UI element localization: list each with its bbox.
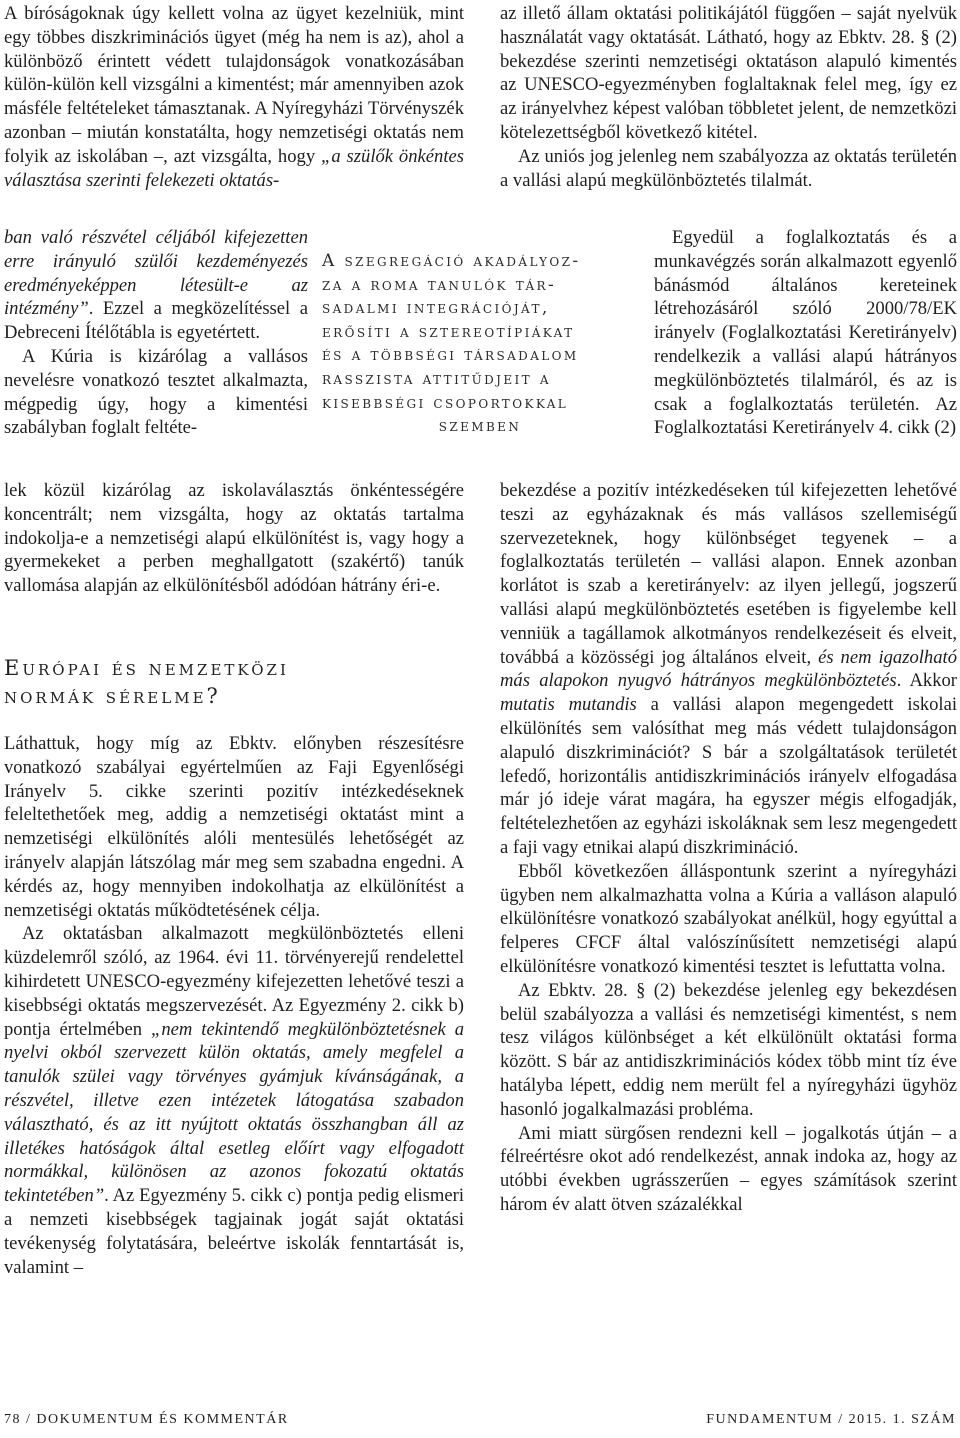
paragraph [4, 2, 464, 192]
paragraph: Ebből következően álláspontunk szerint a nyíregyházi ügyben nem alkalmazhatta volna a Kúria a valláson alapuló elkülönítésre vonatkozó szabályokat anélkül, hogy egyúttal a felperes CFCF által valószínűsített nemzetiségi alapú elkülönítésre vonatkozó kimentési tesztet is lefuttatta volna. [500, 860, 957, 977]
paragraph [4, 226, 308, 345]
right-column-top [500, 2, 957, 192]
paragraph [4, 922, 464, 1279]
left-column-top [4, 2, 464, 192]
right-column-bottom [500, 479, 957, 1217]
paragraph: az illető állam oktatási politikájától függően – saját nyelvük használatát vagy oktatását. Látható, hogy az Ebktv. 28. § (2) bekezdése szerinti nemzetiségi oktatáson alapuló kimentés az UNESCO-egyezményben foglaltaknak felel meg, így ez az irányelvhez képest valóban többletet jelent, de nemzetközi kötelezettségből következő kitétel. [500, 3, 957, 143]
italic-quote: ban való részvétel céljából kifejezetten erre irányuló szülői kezdeményezés eredményeképpen létesült-e az intézmény” [4, 227, 308, 320]
footer-journal-label: FUNDAMENTUM / 2015. 1. SZÁM [706, 1412, 956, 1427]
left-column-narrow [4, 226, 308, 440]
right-column-narrow [654, 226, 957, 440]
pull-quote-line: erősíti a sztereotípiákat [322, 321, 575, 342]
paragraph-text: bekezdése a pozitív intézkedéseken túl kifejezetten lehetővé teszi az egyházaknak és más vallásos szellemiségű szervezeteknek, hogy különbséget tegyenek – a foglalkoztatás területén – vallási alapon. Ennek azonban korlátot is szab a keretirányelv: az ilyen jellegű, jogszerű vallási alapú megkülönböztetés esetében is figyelembe kell venniük a tagállamok alkotmányos rendelkezéseit és elveit, továbbá a közösségi jog általános elveit, [500, 480, 957, 668]
pull-quote [322, 250, 638, 439]
italic-quote: „a szülők önkéntes választása szerinti felekezeti oktatás- [4, 145, 464, 191]
pull-quote-line: szemben [438, 416, 522, 437]
paragraph: Egyedül a foglalkoztatás és a munkavégzés során alkalmazott egyenlő bánásmód általános kereteinek létrehozásáról szóló 2000/78/EK irányelv (Foglalkoztatási Keretirányelv) rendelkezik a vallási alapú hátrányos megkülönböztetés tilalmáról, és az is csak a foglalkoztatás területén. Az Foglalkoztatási Keretirányelv 4. cikk (2) [654, 227, 957, 439]
section-heading [4, 654, 464, 710]
pull-quote-line: A szegregáció akadályoz- [322, 251, 581, 271]
paragraph: A Kúria is kizárólag a vallásos nevelésre vonatkozó tesztet alkalmazta, mégpedig úgy, hogy a kimentési szabályban foglalt feltéte- [4, 345, 308, 439]
paragraph-text: . Az Egyezmény 5. cikk c) pontja pedig elismeri a nemzeti kisebbségek tagjainak jogát saját oktatási tevékenység folytatására, beleértve iskolák fenntartását is, valamint – [4, 1185, 464, 1278]
paragraph: Láthattuk, hogy míg az Ebktv. előnyben részesítésre vonatkozó szabályai egyértelműen az Faji Egyenlőségi Irányelv 5. cikke szerinti pozitív intézkedéseknek feleltethetőek meg, addig a nemzetiségi oktatást mint a nemzetiségi elkülönítés alóli mentesülés lehetőségét az irányelv alapján látszólag már meg sem szabadna engedni. A kérdés az, hogy mennyiben indokolhatja az elkülönítést a nemzetiségi oktatás működtetésének célja. [4, 732, 464, 921]
left-column-bottom [4, 479, 464, 1279]
paragraph-text: A bíróságoknak úgy kellett volna az ügyet kezelniük, mint egy többes diszkriminációs ügyet (még ha nem is az), ahol a különböző érintett védett tulajdonságok vonatkozásában külön-külön kell vizsgálni a kimentést; már amennyiben azok másféle feltételeket támasztanak. A Nyíregyházi Törvényszék azonban – miután konstatálta, hogy nemzetiségi oktatás nem folyik az iskolában –, azt vizsgálta, hogy [4, 3, 464, 167]
footer-page-label: 78 / DOKUMENTUM ÉS KOMMENTÁR [4, 1412, 289, 1427]
paragraph: lek közül kizárólag az iskolaválasztás önkéntességére koncentrált; nem vizsgálta, hogy az oktatás tartalma indokolja-e a nemzetiségi alapú elkülönítést is, vagy hogy a gyermekeket a perben meghallgatott (szakértő) tanúk vallomása alapján az elkülönítésből adódóan hátrány éri-e. [4, 480, 464, 597]
pull-quote-line: kisebbségi csoportokkal [322, 392, 569, 413]
paragraph: Az uniós jog jelenleg nem szabályozza az oktatás területén a vallási alapú megkülönböztetés tilalmát. [500, 145, 957, 191]
pull-quote-line: za a roma tanulók tár- [322, 274, 557, 295]
paragraph-text: a vallási alapon megengedett iskolai elkülönítés sem valósíthat meg más védett tulajdonságon alapuló diszkriminációt? S bár a szolgáltatások területét lefedő, horizontális antidiszkriminációs irányelv elfogadása már jó ideje várat magára, ha egyszer mégis elfogadják, feltételezhetően az egyházi iskoláknak sem lesz megengedett a faji vagy etnikai alapú diszkrimináció. [500, 694, 957, 858]
paragraph-text: . Akkor [896, 670, 957, 692]
pull-quote-line: és a többségi társadalom [322, 345, 579, 366]
paragraph-text: Az oktatásban alkalmazott megkülönböztetés elleni küzdelemről szóló, az 1964. évi 11. törvényerejű rendelettel kihirdetett UNESCO-egyezmény kifejezetten lehetővé teszi a kisebbségi oktatás megszervezését. Az Egyezmény 2. cikk b) pontja értelmében [4, 923, 464, 1040]
italic-text: mutatis mutandis [500, 694, 637, 716]
pull-quote-line: rasszista attitűdjeit a [322, 368, 551, 389]
italic-text: és nem igazolható más alapokon nyugvó hátrányos megkülönböztetés [500, 646, 957, 692]
section-heading-line: normák sérelme? [4, 683, 221, 708]
paragraph [500, 479, 957, 860]
pull-quote-line: sadalmi integrációját, [322, 298, 550, 319]
paragraph: Az Ebktv. 28. § (2) bekezdése jelenleg egy bekezdésen belül szabályozza a vallási és nemzetiségi kimentést, s nem tesz világos különbséget a két elkülönült oktatási forma között. S bár az antidiszkriminációs kódex több mint tíz éve hatályba lépett, eddig nem merült fel a nyíregyházi ügyhöz hasonló jogalkalmazási probléma. [500, 979, 957, 1120]
section-heading-line: Európai és nemzetközi [4, 655, 289, 680]
paragraph-text: . Ezzel a megközelítéssel a Debreceni Ítélőtábla is egyetértett. [4, 298, 308, 344]
italic-quote: „nem tekintendő megkülönböztetésnek a nyelvi okból szervezett külön oktatás, amely megfelel a tanulók szülei vagy törvényes gyámjuk kívánságának, a részvétel, illetve ezen intézetek látogatása szabadon választható, és az itt nyújtott oktatás összhangban áll az illetékes hatóságok által esetleg előírt vagy elfogadott normákkal, különösen az azonos fokozatú oktatás tekintetében” [4, 1018, 464, 1207]
paragraph: Ami miatt sürgősen rendezni kell – jogalkotás útján – a félreértésre okot adó rendelkezést, annak indoka az, hogy az utóbbi években ugrásszerűen – egyes számítások szerint három év alatt ötven százalékkal [500, 1122, 957, 1215]
